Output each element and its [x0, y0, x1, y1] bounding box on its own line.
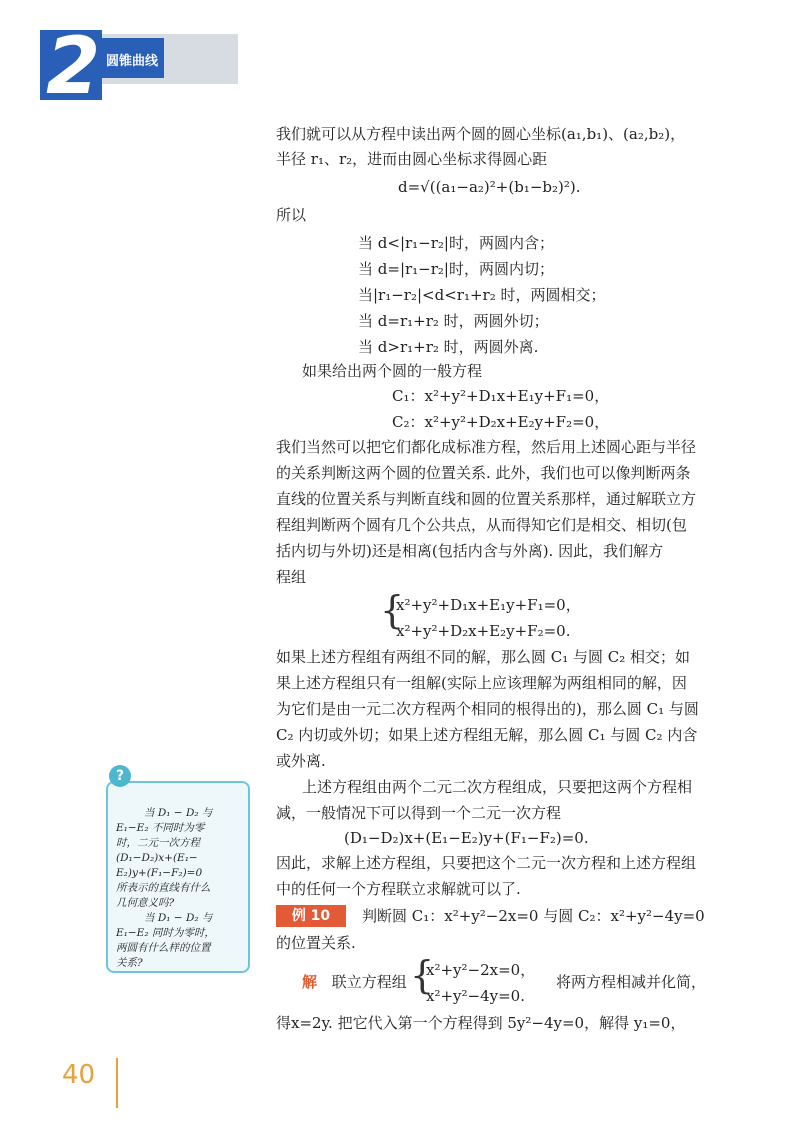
- body-line: x²+y²+D₂x+E₂y+F₂=0.: [396, 622, 571, 640]
- example-label: 例 10: [276, 905, 346, 927]
- body-line: 果上述方程组只有一组解(实际上应该理解为两组相同的解，因: [276, 674, 687, 692]
- body-line: 上述方程组由两个二元二次方程组成，只要把这两个方程相: [302, 778, 693, 796]
- body-line: 得x=2y. 把它代入第一个方程得到 5y²−4y=0，解得 y₁=0，: [276, 1014, 686, 1032]
- body-line: 程组判断两个圆有几个公共点，从而得知它们是相交、相切(包: [276, 516, 687, 534]
- body-line: 减，一般情况下可以得到一个二元一次方程: [276, 804, 562, 822]
- body-line: 我们当然可以把它们都化成标准方程，然后用上述圆心距与半径: [276, 438, 697, 456]
- page-number: 40: [62, 1060, 96, 1090]
- body-line: 判断圆 C₁：x²+y²−2x=0 与圆 C₂：x²+y²−4y=0: [362, 907, 705, 925]
- body-line: (D₁−D₂)x+(E₁−E₂)y+(F₁−F₂)=0.: [344, 829, 589, 847]
- body-line: C₂：x²+y²+D₂x+E₂y+F₂=0，: [392, 413, 610, 431]
- sidebar-line: 当 D₁ − D₂ 与: [144, 912, 213, 924]
- body-line: 我们就可以从方程中读出两个圆的圆心坐标(a₁,b₁)、(a₂,b₂)，: [276, 125, 686, 143]
- body-line: C₂ 内切或外切；如果上述方程组无解，那么圆 C₁ 与圆 C₂ 内含: [276, 726, 698, 744]
- body-line: 当|r₁−r₂|<d<r₁+r₂ 时，两圆相交；: [358, 286, 606, 304]
- body-line: 的位置关系.: [276, 934, 356, 952]
- body-line: x²+y²+D₁x+E₁y+F₁=0，: [396, 596, 581, 614]
- solution-tail: 将两方程相减并化简，: [556, 973, 707, 991]
- body-line: 当 d=r₁+r₂ 时，两圆外切；: [358, 312, 549, 330]
- chapter-number: 2: [46, 22, 101, 112]
- body-line: 程组: [276, 568, 307, 586]
- body-line: 为它们是由一元二次方程两个相同的根得出的)，那么圆 C₁ 与圆: [276, 700, 699, 718]
- body-line: 括内切与外切)还是相离(包括内含与外离). 因此，我们解方: [276, 542, 664, 560]
- body-line: x²+y²−4y=0.: [426, 987, 525, 1005]
- body-line: C₁：x²+y²+D₁x+E₁y+F₁=0，: [392, 387, 610, 405]
- solution-label: 解: [302, 973, 318, 991]
- question-mark-icon: ?: [109, 765, 131, 787]
- solution-line: [302, 972, 407, 992]
- sidebar-line: 几何意义吗?: [116, 897, 175, 909]
- body-line: 当 d=|r₁−r₂|时，两圆内切；: [358, 260, 554, 278]
- page-number-rule: [116, 1058, 118, 1108]
- sidebar-line: 关系?: [116, 957, 143, 969]
- body-line: 所以: [276, 206, 307, 224]
- sidebar-line: 所表示的直线有什么: [116, 882, 211, 894]
- sidebar-line: E₁−E₂ 同时为零时，: [116, 927, 215, 939]
- chapter-number-box: [40, 22, 102, 112]
- body-line: 因此，求解上述方程组，只要把这个二元一次方程和上述方程组: [276, 854, 697, 872]
- sidebar-line: E₂)y+(F₁−F₂)=0: [116, 867, 203, 879]
- body-line: 的关系判断这两个圆的位置关系. 此外，我们也可以像判断两条: [276, 464, 691, 482]
- body-line: 半径 r₁、r₂，进而由圆心坐标求得圆心距: [276, 150, 548, 168]
- body-line: 当 d>r₁+r₂ 时，两圆外离.: [358, 338, 539, 356]
- sidebar-line: E₁−E₂ 不同时为零: [116, 822, 205, 834]
- body-line: 或外离.: [276, 752, 326, 770]
- sidebar-line: 两圆有什么样的位置: [116, 942, 211, 954]
- body-line: 直线的位置关系与判断直线和圆的位置关系那样，通过解联立方: [276, 490, 697, 508]
- sidebar-line: 时，二元一次方程: [116, 837, 200, 849]
- chapter-title: 圆锥曲线: [106, 54, 159, 69]
- body-line: x²+y²−2x=0，: [426, 961, 536, 979]
- body-line: 当 d<|r₁−r₂|时，两圆内含；: [358, 234, 554, 252]
- solution-text: 联立方程组: [331, 973, 407, 991]
- sidebar-line: 当 D₁ − D₂ 与: [144, 807, 213, 819]
- equation-system-brace: {: [410, 953, 435, 997]
- equation-system-brace: {: [380, 588, 405, 632]
- body-line: 如果上述方程组有两组不同的解，那么圆 C₁ 与圆 C₂ 相交；如: [276, 648, 691, 666]
- body-line: 中的任何一个方程联立求解就可以了.: [276, 880, 521, 898]
- body-line: 如果给出两个圆的一般方程: [302, 362, 483, 380]
- body-line: d=√((a₁−a₂)²+(b₁−b₂)²).: [398, 178, 581, 196]
- sidebar-line: (D₁−D₂)x+(E₁−: [116, 852, 198, 864]
